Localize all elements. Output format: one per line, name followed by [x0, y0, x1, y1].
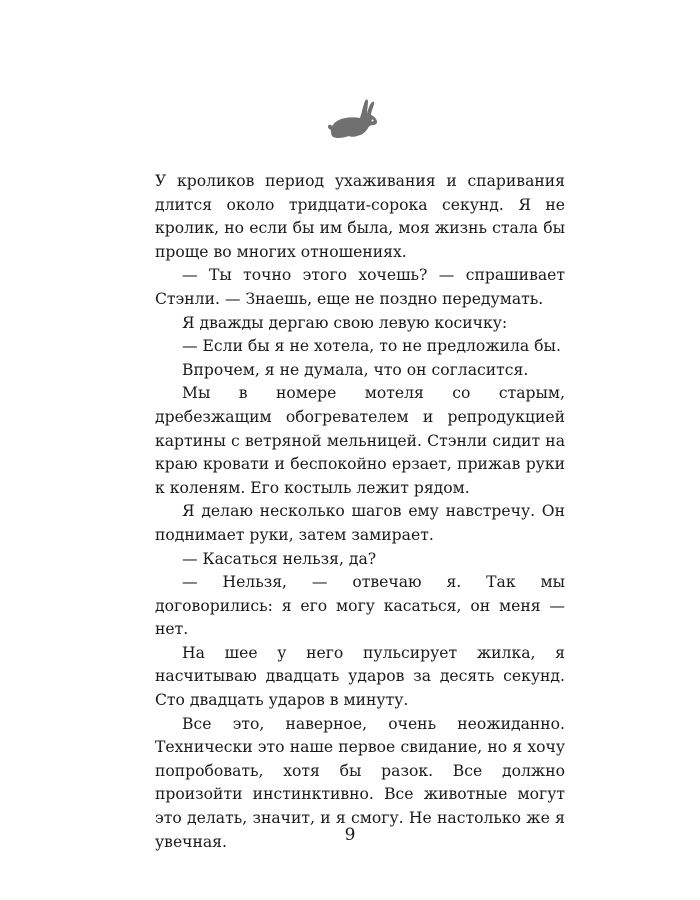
body-text — [155, 170, 565, 854]
paragraph: — Ты точно этого хочешь? — спрашивает Стэнли. — Знаешь, еще не поздно передумать. — [155, 266, 565, 308]
paragraph: У кроликов период ухаживания и спаривания длится около тридцати-сорока секунд. Я не кролик, но если бы им была, моя жизнь стала бы проще во многих отношениях. — [155, 172, 565, 261]
paragraph: — Если бы я не хотела, то не предложила бы. — [182, 337, 561, 356]
paragraph: — Касаться нельзя, да? — [182, 549, 377, 568]
paragraph: Все это, наверное, очень неожиданно. Технически это наше первое свидание, но я хочу попробовать, хотя бы разок. Все должно произойти инстинктивно. Все животные могут это делать, значит, и я смогу. Не настолько же я увечная. — [155, 714, 565, 851]
paragraph: Я делаю несколько шагов ему навстречу. Он поднимает руки, затем замирает. — [155, 502, 565, 544]
paragraph: — Нельзя, — отвечаю я. Так мы договорились: я его могу касаться, он меня — нет. — [155, 573, 565, 639]
paragraph: Мы в номере мотеля со старым, дребезжащим обогревателем и репродукцией картины с ветряной мельницей. Стэнли сидит на краю кровати и беспокойно ерзает, прижав руки к коленям. Его костыль лежит рядом. — [155, 384, 565, 497]
page-number: 9 — [344, 825, 356, 845]
rabbit-icon — [326, 96, 378, 140]
paragraph: Впрочем, я не думала, что он согласится. — [182, 360, 529, 379]
paragraph: На шее у него пульсирует жилка, я насчитываю двадцать ударов за десять секунд. Сто двадцать ударов в минуту. — [155, 643, 565, 710]
paragraph: Я дважды дергаю свою левую косичку: — [182, 313, 508, 332]
